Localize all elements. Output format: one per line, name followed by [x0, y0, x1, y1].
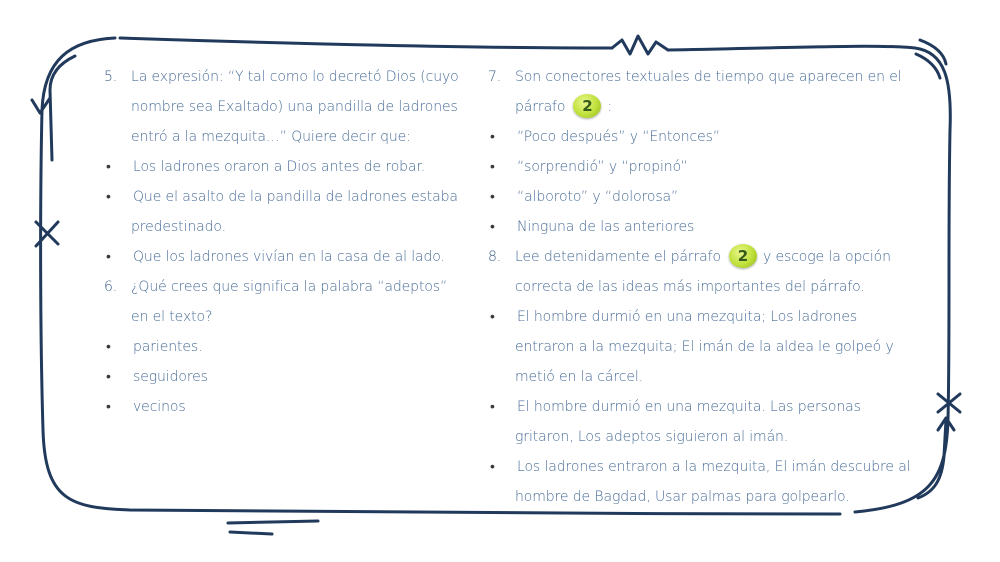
question-text: La expresión: “Y tal como lo decretó Dios (cuyo	[131, 69, 459, 85]
question-text-end: y escoge la opción	[762, 249, 891, 265]
option-text: “Poco después” y “Entonces”	[517, 129, 721, 145]
right-column	[488, 62, 918, 512]
left-column	[104, 62, 474, 422]
paragraph-number-badge: 2	[729, 244, 757, 268]
option-text: seguidores	[133, 369, 208, 385]
option-text: Que el asalto de la pandilla de ladrones estaba	[133, 189, 458, 205]
answer-option[interactable]	[104, 332, 474, 362]
paragraph-word: párrafo	[515, 99, 566, 115]
answer-option-continuation	[488, 482, 918, 512]
answer-option[interactable]	[104, 182, 474, 212]
bullet-icon: •	[106, 369, 111, 385]
option-text: Los ladrones oraron a Dios antes de robar.	[133, 159, 426, 175]
option-text: hombre de Bagdad, Usar palmas para golpearlo.	[515, 489, 850, 505]
bullet-icon: •	[490, 459, 495, 475]
answer-option-continuation	[488, 332, 918, 362]
answer-option[interactable]	[104, 242, 474, 272]
bullet-icon: •	[106, 189, 111, 205]
option-text: Que los ladrones vivían en la casa de al lado.	[133, 249, 445, 265]
question-6-line-2	[104, 302, 474, 332]
answer-option[interactable]	[488, 392, 918, 422]
option-text: vecinos	[133, 399, 186, 415]
answer-option-continuation	[104, 212, 474, 242]
option-text: Los ladrones entraron a la mezquita, El imán descubre al	[517, 459, 911, 475]
question-text: correcta de las ideas más importantes del párrafo.	[515, 279, 865, 295]
option-text: Ninguna de las anteriores	[517, 219, 695, 235]
answer-option[interactable]	[104, 152, 474, 182]
answer-option[interactable]	[104, 362, 474, 392]
question-number: 5.	[104, 69, 118, 85]
bullet-icon: •	[490, 129, 495, 145]
answer-option[interactable]	[488, 182, 918, 212]
question-6	[104, 272, 474, 302]
answer-option[interactable]	[488, 452, 918, 482]
bullet-icon: •	[490, 159, 495, 175]
bullet-icon: •	[106, 249, 111, 265]
question-5-line-3	[104, 122, 474, 152]
option-text: gritaron, Los adeptos siguieron al imán.	[515, 429, 789, 445]
question-text: nombre sea Exaltado) una pandilla de ladrones	[131, 99, 458, 115]
answer-option[interactable]	[488, 122, 918, 152]
question-number: 8.	[488, 249, 502, 265]
question-text: en el texto?	[131, 309, 213, 325]
question-7-line-2	[488, 92, 918, 122]
question-8	[488, 242, 918, 272]
bullet-icon: •	[490, 219, 495, 235]
question-number: 6.	[104, 279, 118, 295]
question-text: ¿Qué crees que significa la palabra “adeptos”	[131, 279, 448, 295]
option-text: entraron a la mezquita; El imán de la aldea le golpeó y	[515, 339, 894, 355]
question-5-line-2	[104, 92, 474, 122]
question-text: Son conectores textuales de tiempo que aparecen en el	[515, 69, 902, 85]
option-text: parientes.	[133, 339, 203, 355]
paragraph-number-badge: 2	[573, 94, 601, 118]
option-text: predestinado.	[131, 219, 226, 235]
answer-option-continuation	[488, 362, 918, 392]
option-text: metió en la cárcel.	[515, 369, 643, 385]
bullet-icon: •	[106, 399, 111, 415]
bullet-icon: •	[490, 399, 495, 415]
question-text-start: Lee detenidamente el párrafo	[515, 249, 721, 265]
option-text: “alboroto” y “dolorosa”	[517, 189, 679, 205]
question-text	[515, 242, 918, 272]
question-number: 7.	[488, 69, 502, 85]
answer-option[interactable]	[104, 392, 474, 422]
bullet-icon: •	[106, 159, 111, 175]
question-7	[488, 62, 918, 92]
option-text: El hombre durmió en una mezquita; Los ladrones	[517, 309, 858, 325]
question-text: entró a la mezquita…” Quiere decir que:	[131, 129, 411, 145]
answer-option[interactable]	[488, 212, 918, 242]
colon: :	[607, 99, 612, 115]
bullet-icon: •	[490, 309, 495, 325]
question-5	[104, 62, 474, 92]
option-text: “sorprendió” y “propinó”	[517, 159, 688, 175]
answer-option-continuation	[488, 422, 918, 452]
option-text: El hombre durmió en una mezquita. Las personas	[517, 399, 861, 415]
bullet-icon: •	[106, 339, 111, 355]
answer-option[interactable]	[488, 302, 918, 332]
answer-option[interactable]	[488, 152, 918, 182]
question-text	[515, 92, 918, 122]
question-8-line-2	[488, 272, 918, 302]
bullet-icon: •	[490, 189, 495, 205]
